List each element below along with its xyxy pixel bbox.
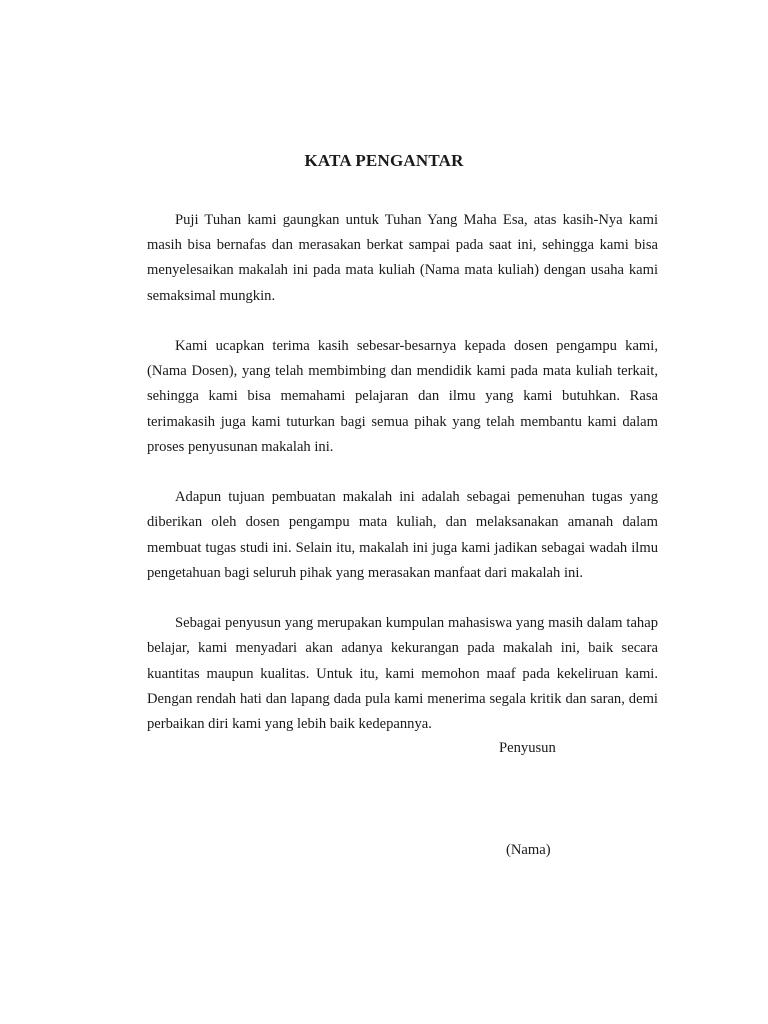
page-title: KATA PENGANTAR (304, 151, 464, 170)
signature-role: Penyusun (499, 740, 556, 756)
paragraph-1: Puji Tuhan kami gaungkan untuk Tuhan Yang Maha Esa, atas kasih-Nya kami masih bisa bernafas dan merasakan berkat sampai pada saat ini, sehingga kami bisa menyelesaikan makalah ini pada mata kuliah (Nama mata kuliah) dengan usaha kami semaksimal mungkin. (147, 212, 658, 304)
paragraph-3: Adapun tujuan pembuatan makalah ini adalah sebagai pemenuhan tugas yang diberikan oleh dosen pengampu mata kuliah, dan melaksanakan amanah dalam membuat tugas studi ini. Selain itu, makalah ini juga kami jadikan sebagai wadah ilmu pengetahuan bagi seluruh pihak yang merasakan manfaat dari makalah ini. (147, 489, 658, 581)
document-body (147, 208, 658, 737)
paragraph-4: Sebagai penyusun yang merupakan kumpulan mahasiswa yang masih dalam tahap belajar, kami menyadari akan adanya kekurangan pada makalah ini, baik secara kuantitas maupun kualitas. Untuk itu, kami memohon maaf pada kekeliruan kami. Dengan rendah hati dan lapang dada pula kami menerima segala kritik dan saran, demi perbaikan diri kami yang lebih baik kedepannya. (147, 615, 658, 733)
signature-name: (Nama) (506, 842, 551, 858)
paragraph-2: Kami ucapkan terima kasih sebesar-besarnya kepada dosen pengampu kami, (Nama Dosen), yang telah membimbing dan mendidik kami pada mata kuliah terkait, sehingga kami bisa memahami pelajaran dan ilmu yang kami butuhkan. Rasa terimakasih juga kami tuturkan bagi semua pihak yang telah membantu kami dalam proses penyusunan makalah ini. (147, 338, 658, 455)
